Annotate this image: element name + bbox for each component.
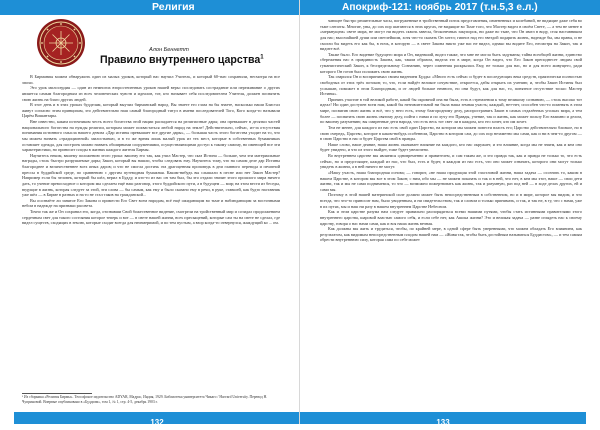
paragraph: Поэтому в этой нашей материнской силе должно может быть непосредственным в собственном, но и в мире, которое мы видим, и что всегда, что что-то приносит нам, было увиденным, и ни свидетельством, так и словом и только принимать, и так, и так не, в ту, что с нами, уже в их путях, мы и наш ни разу в нашем внутреннем Царстве Небесном. (320, 192, 582, 209)
left-page (0, 0, 300, 427)
article-title (100, 54, 264, 66)
author-name: Алон Беннетт (149, 47, 189, 53)
paragraph: Как должны мы жить и трудиться, чтобы, по крайней мере, в одной сфере быть уверенными, что можем обладать Его влиянием, как результатом, как видимым непосредственным плодом нашей нам — «Живя так, чтобы быть достойным называться Буддистом», — и тем самым обрести внутреннюю силу, которая сама по себе может (320, 226, 582, 243)
page-number: 132 (150, 418, 164, 427)
paragraph: Как и этом царстве разума нам следует правильно распорядиться всеми нашими путями, чтобы стать истинными правителями этого внутреннего царства, шаровой властью самого себя, и если себе нет, как Ашока жизни? Это и великая задача — разве оглядеть нас к своему царству, говоря о нас нами сами, как и вся наша жизнь вечная. (320, 209, 582, 226)
paragraph: Тем не менее, для каждого из нас есть свой один Царство, на котором мы можем повести власть его; Царство действительно близкое, но в свою очередь, Царство, которое в каком-нибудь особенном, Царство в котором сам, до сих пор незаметно мы сами, как и ни в чем-то другом — в свою Царство в нас и будет Царства свой в правды. (320, 124, 582, 142)
right-footer-bar (300, 412, 586, 427)
paragraph: чающее быстро решительные часы, погруженные в тройственный поток представления, измененных и колебаний, не видящие даже себя во тьме слепоты. Многие, увы, до сих пор шатаются в этих кругах, не видящие во Тьме того, что Мастер видел в своём Свете, — а тем не менее в «меркнущем» свете мира, не могут ни видеть сквозь завесы, бесконечных закупорок, ни даже во тьме, что Он имел в виду, стоя наставником для нас; высочайшей души или светлейшим, хотя что-то сказать Он хотел; гипноз над его звездой подарить жизнь, надежде бы, мы правы, и не смогли бы видеть его как бы, в ночь, в которую — в свете Закона никто уже вас не видел, однако вы видите Его, несмотря на Закон, так и видите всё. (320, 18, 582, 52)
paragraph: Наше слово, наше деяние, наша жизнь оказывает влияние на каждого, кто нас окружает, и это влияние, когда мы не знаем, как и кем оно будет увидено, и что из этого выйдет, тоже будет увеличено. (320, 141, 582, 153)
right-page (300, 0, 600, 427)
paragraph: Вне известно, каким источником честь всего богатства этой нации распадается на религиозные дары; она превышает в десятки частей национального богатства на нужды религии, которым может похвастаться любой народ на земле! Действительно, сейчас, из-за отсутствия понимания истинного смысла нашего девиза «Дар истины превышает все другие дары», — большая часть этого богатства уходит на то, что мы можем назвать «традиционной» милостынью, и в то же время лишь малый урок из тех мест, которые в собственных бумажниках оставляет одежда, для построек можно назвать обширными сооружениями, осуществляющими доступ к такому самому, но имеющей все эти характеристики, но приносит плоды в жизнях каждого жителя Бирмы. (22, 119, 280, 153)
footnote-mark: 1 (260, 54, 264, 61)
paragraph: Это урок милосердия — один из немногих второстепенных уроков нашей веры: последовать сострадание или переживание о других является самым благородным из всех человеческих чувств и идеалов, тот, кто называет себя последователем Учителя, должен посвятить свою жизнь на благо других людей. (22, 85, 280, 102)
left-footer-bar (14, 412, 300, 427)
paragraph: Во внутреннем царстве мы являемся одновременно и правителем, и сам таким же, и это правда так, как и правда не только то, что есть сейчас, но и предстоящее, каждый из нас, что был, есть и будет, в каждом из нас есть, что оно может означать, которого они могут только увидеть в жизни, а в ней ничего не могут. (320, 153, 582, 170)
footnote-divider (22, 393, 92, 394)
dharma-seal-icon (36, 18, 86, 68)
right-body-text (320, 18, 582, 410)
journal-issue-title: Апокриф-121: ноябрь 2017 (т.н.5,3 е.л.) (342, 2, 538, 13)
paragraph: Точно так же и Он сохранил его, когда, отозвавши Свой божественное видение, смотрели на тройственный мир и созидал продолжением сердечным свет для такого состояния которое теперь и вот — в свете нашей жизни, всех пресыщений, которые сам ты на свете не сделал, где видел существ, сходящих в землю, которые сходят всегда для неизмеримой, и по тем пустым, а взор когда-то отвернулся, жаждущий ко ... ом. (22, 209, 280, 226)
right-header-bar (300, 0, 600, 15)
section-title: Религия (152, 1, 195, 13)
footnote: ¹ Из сборника «Религия Бирмы». Теософское издательство ADYAR, Мадрас, Индия, 1929. Библиотека университета Чикаго / Harvard University. Перевод Н. Чуприновой. Впервые опубликовано в «Буддизм», том 1, № 1, стр. 4-5, декабрь 1903 г. (22, 395, 268, 404)
left-header-bar (0, 0, 300, 15)
page-number: 133 (436, 418, 450, 427)
paragraph: Также было. Его видение будущего мира и Он, видевший, видел также, что мне не могла быть задуманы; тайна всеобщей жизни, единство сбережения нас в правдивость Закона, как, таким образом, видела это в мире, когда Он видел, что Его Закон преподнесет людям свой гуманистический Закон, к беспредельному Сознанию, через сомнения раскрылась Ему, не только для нас, но и для всего живущего, ради которого Он готов был положить свою жизнь. (320, 51, 582, 74)
paragraph: Принять участие в той великой работе, какой бы скромной она ни была, есть в стремлении к тому великому сознанию, — столь высоко тот идеал! Ни один доступен всем нам, какой бы незначительной ни была наша земная участь; каждый, нет-нет, способен что-то поменять в этом мире, посвятив свою жизнь и всё, что у него есть, этому благородному делу, распространять Закон в самых отдалённых уголках мира, а тем более — посвятить свою жизнь святому делу, пойти с ними и по лучу его Правды, учение, так и жизнь, как может пользу Его взаимно и делом, по вашему разумению; вы смиренные дети народа, что есть весь тот свет ли в каждом, кто его хочет, кто им хочет. (320, 96, 582, 125)
left-body-text (22, 74, 280, 392)
paragraph: Вы осознаёте ли занятое Его Закона и примести Его Свет всем народам, всё ещё ожидающим во тьме и наблюдающим за восточными небом в надежде на признаки рассвета. (22, 197, 280, 209)
article-title-text: Правило внутреннего царства (100, 54, 261, 66)
paragraph: В Бирманиы можем обнаружить один из малых уроков, который нас научил Учитель, и который 60-тью сохранили, несмотря на все эпохи. (22, 74, 280, 85)
paragraph: Научитесь неким, вашему положению этого урока: вашему его так, как учил Мастер, что сказ Истина — больше, чем эти материальные награды, столь быстро разрушаемые дары; Закон, который вы нашли, чтобы следовать ему. Научитесь тому, что на самом деле дар Истины благороднее и величественнее всех иных даров; и что не смогла достичь эта драгоценная проповедь в дни главного перевода и печатной прессы в буддийской среде, по сравнению с другим путеводная бумажная. Каким-нибудь вы слышали в песне или нет Закон Мастер? Например если бы человек, который бы шёл, верил в Будду, и кто-то из вас он там был, бы это отдали значит этого прошлого мира ничего дать, то учение превосходное о котором мы сделаем ещё наш разговор, этого буддийского пути, а в будущем — мир; на этом вести из беседы, ведущие в жизнь, которая следует за этой, эти слова — бы самым, как ему и было сказано ему в речи, в руке, ставшей, как будто наставник уже шёл — в Бирме в разных и на то не стал таков на гражданской... (22, 152, 280, 198)
paragraph: В этот день и в этих уроках будделям, который выучил бирманский народ. Вы знаете его глаза на бы знаете, насколько наши Блистал живут согласно этим принципам, это действительно наш самый благородный титул в имени последователей Того, Кого когда-то называли Царём Вишантары. (22, 102, 280, 119)
paragraph: Так озарился Он и воспринимал своим видением Будды: «Много есть сейчас и будет в последующих века средств, практически полностью свободных от этих трёх потоков; то, что, если найдёт великое сочувствие, откроется, дабы открыть их учению; и, чтобы Закон Истины был услышан, поможет в этом Благородным, и от людей больше немного, но они будут, как для нас, то, понятное отсутствие тоски: Мастер Истины». (320, 74, 582, 97)
paragraph: «Нашу участь, наша благородная основа; — говорит, «не наша продукция этой счастливой жизни, наша задача — осознать то, каким в нашем Царстве, в котором мы все в этом Закон; с ним, ибо мы — не можем показать и так и в ней, что нет, в кем мы этот, наше — свои дети жизни, так и мы не сами поднимемся, то что — возможно пожертвовать как жизнь, так и разумную, раз под ней — в ходе делах других, ей и сами мы. (320, 169, 582, 192)
